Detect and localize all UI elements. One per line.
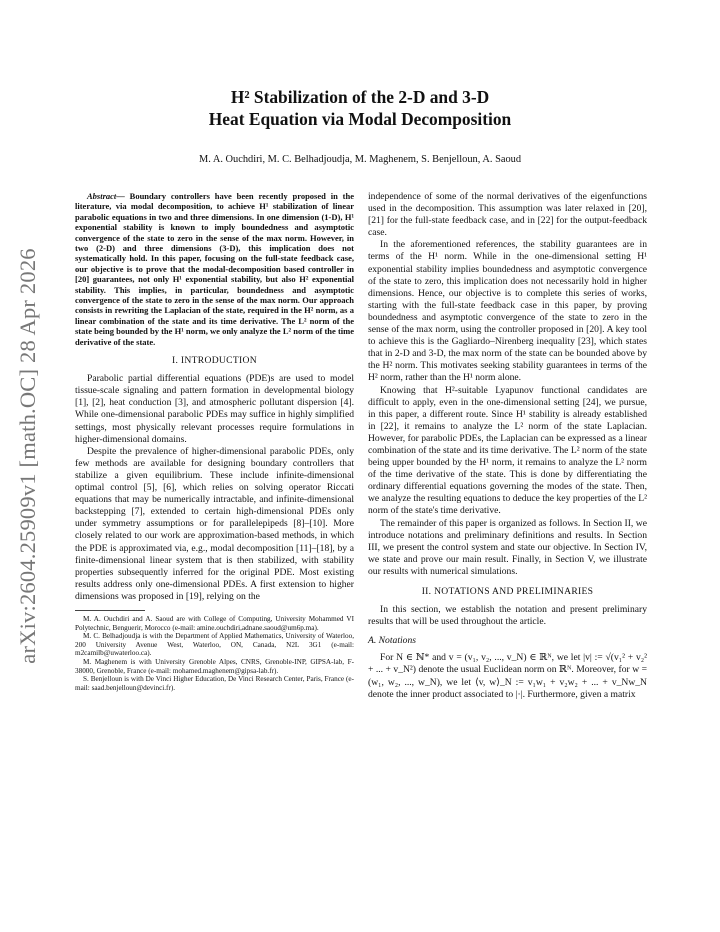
abstract-label: Abstract <box>87 191 117 201</box>
footnote-divider <box>75 610 145 611</box>
footnote: S. Benjelloun is with De Vinci Higher Education, De Vinci Research Center, Paris, France (e-mail: saad.benjelloun@devinci.fr). <box>75 675 354 692</box>
paper-title <box>70 86 650 130</box>
abstract <box>75 191 354 347</box>
footnote: M. C. Belhadjoudja is with the Department of Applied Mathematics, University of Waterloo, 200 University Avenue West, Waterloo, ON, Canada, N2L 3G1 (e-mail: m2camilb@uwaterloo.ca). <box>75 632 354 658</box>
footnote: M. A. Ouchdiri and A. Saoud are with College of Computing, University Mohammed VI Polytechnic, Benguerir, Morocco (e-mail: amine.ouchdiri,adnane.saoud@um6p.ma). <box>75 614 354 632</box>
left-column <box>75 191 354 692</box>
arxiv-sidebar <box>8 236 48 676</box>
abstract-text: — Boundary controllers have been recently proposed in the literature, via modal decomposition, to achieve H¹ stabilization of linear parabolic equations in two and three dimensions. In one dimension (1-D), H¹ exponential stability is known to imply boundedness and asymptotic convergence of the state to zero in the sense of the max norm. However, in two (2-D) and three dimensions (3-D), this implication does not systematically hold. In this paper, focusing on the full-state feedback case, our objective is to prove that the modal-decomposition based controller in [20] guarantees, not only H¹ exponential stability, but also H² exponential stability. This implies, in particular, boundedness and asymptotic convergence of the state to zero in the sense of the max norm. Our approach consists in rewriting the Laplacian of the state, required in the H² norm, as a linear combination of the state and its time derivative. The L² norm of the state being bounded by the H¹ norm, we only analyze the L² norm of the time derivative of the state. <box>75 191 354 347</box>
paragraph: The remainder of this paper is organized as follows. In Section II, we introduce notations and preliminary definitions and results. In Section III, we present the control system and state our objective. In Section IV, we state and prove our main result. Finally, in Section V, we illustrate our results with numerical simulations. <box>368 517 647 577</box>
arxiv-identifier: arXiv:2604.25909v1 [math.OC] 28 Apr 2026 <box>15 248 40 664</box>
paragraph: Despite the prevalence of higher-dimensional parabolic PDEs, only few methods are available for designing boundary controllers that stabilize a given equilibrium. These include infinite-dimensional optimal control [5], [6], which relies on solving operator Riccati equations that may be numerically intractable, and infinite-dimensional backstepping [7], extended to certain high-dimensional PDEs only under symmetry assumptions or for parallelepipeds [8]–[10]. More closely related to our work are approximation-based methods, in which the PDE is approximated via, e.g., modal decomposition [11]–[18], by a finite-dimensional linear system that is then stabilized, with stability properties subsequently inferred for the original PDE. Most existing results address only one-dimensional PDEs. A first extension to higher dimensions was proposed in [19], relying on the <box>75 445 354 602</box>
section-heading-notations: II. NOTATIONS AND PRELIMINARIES <box>421 586 594 597</box>
right-column <box>368 191 647 701</box>
subsection-heading-notations: A. Notations <box>368 635 416 647</box>
paragraph: independence of some of the normal derivatives of the eigenfunctions used in the decomposition. This assumption was later relaxed in [20], [21] for the full-state feedback case, and in [22] for the output-feedback case. <box>368 191 647 239</box>
footnote: M. Maghenem is with University Grenoble Alpes, CNRS, Grenoble-INP, GIPSA-lab, F-38000, Grenoble, France (e-mail: mohamed.maghenem@gipsa-lab.fr). <box>75 657 354 675</box>
title-line-2: Heat Equation via Modal Decomposition <box>208 109 512 129</box>
paragraph: Parabolic partial differential equations (PDE)s are used to model tissue-scale signaling and pattern formation in developmental biology [1], [2], heat conduction [3], and atmospheric pollutant dispersion [4]. While one-dimensional parabolic PDEs may suffice in highly simplified settings, most physically relevant processes require formulations in higher-dimensional domains. <box>75 373 354 445</box>
paragraph: In the aforementioned references, the stability guarantees are in terms of the H¹ norm. While in the one-dimensional setting H¹ exponential stability implies boundedness and asymptotic convergence of the state to zero, this implication does not necessarily hold in higher dimensions. Hence, our objective is to complete this series of works, starting with the full-state feedback case in this paper, by proving boundedness and asymptotic convergence of the state to zero in the sense of the max norm, using the controller proposed in [20]. A key tool to achieve this is the Gagliardo–Nirenberg inequality [23], which states that in 2-D and 3-D, the max norm of the state can be bounded above by the H² norm. This motivates seeking stability guarantees in terms of the H² norm, rather than the H¹ norm alone. <box>368 239 647 384</box>
title-line-1: H² Stabilization of the 2-D and 3-D <box>230 87 490 107</box>
paragraph: For N ∈ ℕ* and v = (v₁, v₂, ..., v_N) ∈ ℝᴺ, we let |v| := √(v₁² + v₂² + ... + v_N²) denote the usual Euclidean norm on ℝᴺ. Moreover, for w = (w₁, w₂, ..., w_N), we let ⟨v, w⟩_N := v₁w₁ + v₂w₂ + ... + v_Nw_N denote the inner product associated to |·|. Furthermore, given a matrix <box>368 652 647 700</box>
section-heading-introduction: I. INTRODUCTION <box>172 355 257 367</box>
author-list: M. A. Ouchdiri, M. C. Belhadjoudja, M. Maghenem, S. Benjelloun, A. Saoud <box>198 154 522 165</box>
paragraph: In this section, we establish the notation and present preliminary results that will be used throughout the article. <box>368 604 647 628</box>
paragraph: Knowing that H²-suitable Lyapunov functional candidates are difficult to apply, even in the one-dimensional setting [24], we pursue, in this paper, a different route. Since H¹ stability is already established in [22], it remains to analyze the L² norm of the state Laplacian. However, for parabolic PDEs, the Laplacian can be expressed as a linear combination of the state and its time derivative. The L² norm of the state being upper bounded by the H¹ norm, it remains to analyze the L² norm of the time derivative of the state. This is done by differentiating the ordinary differential equations governing the modes of the state. Then, we analyze the resulting equations to deduce the key properties of the L² norm of the state's time derivative. <box>368 384 647 517</box>
